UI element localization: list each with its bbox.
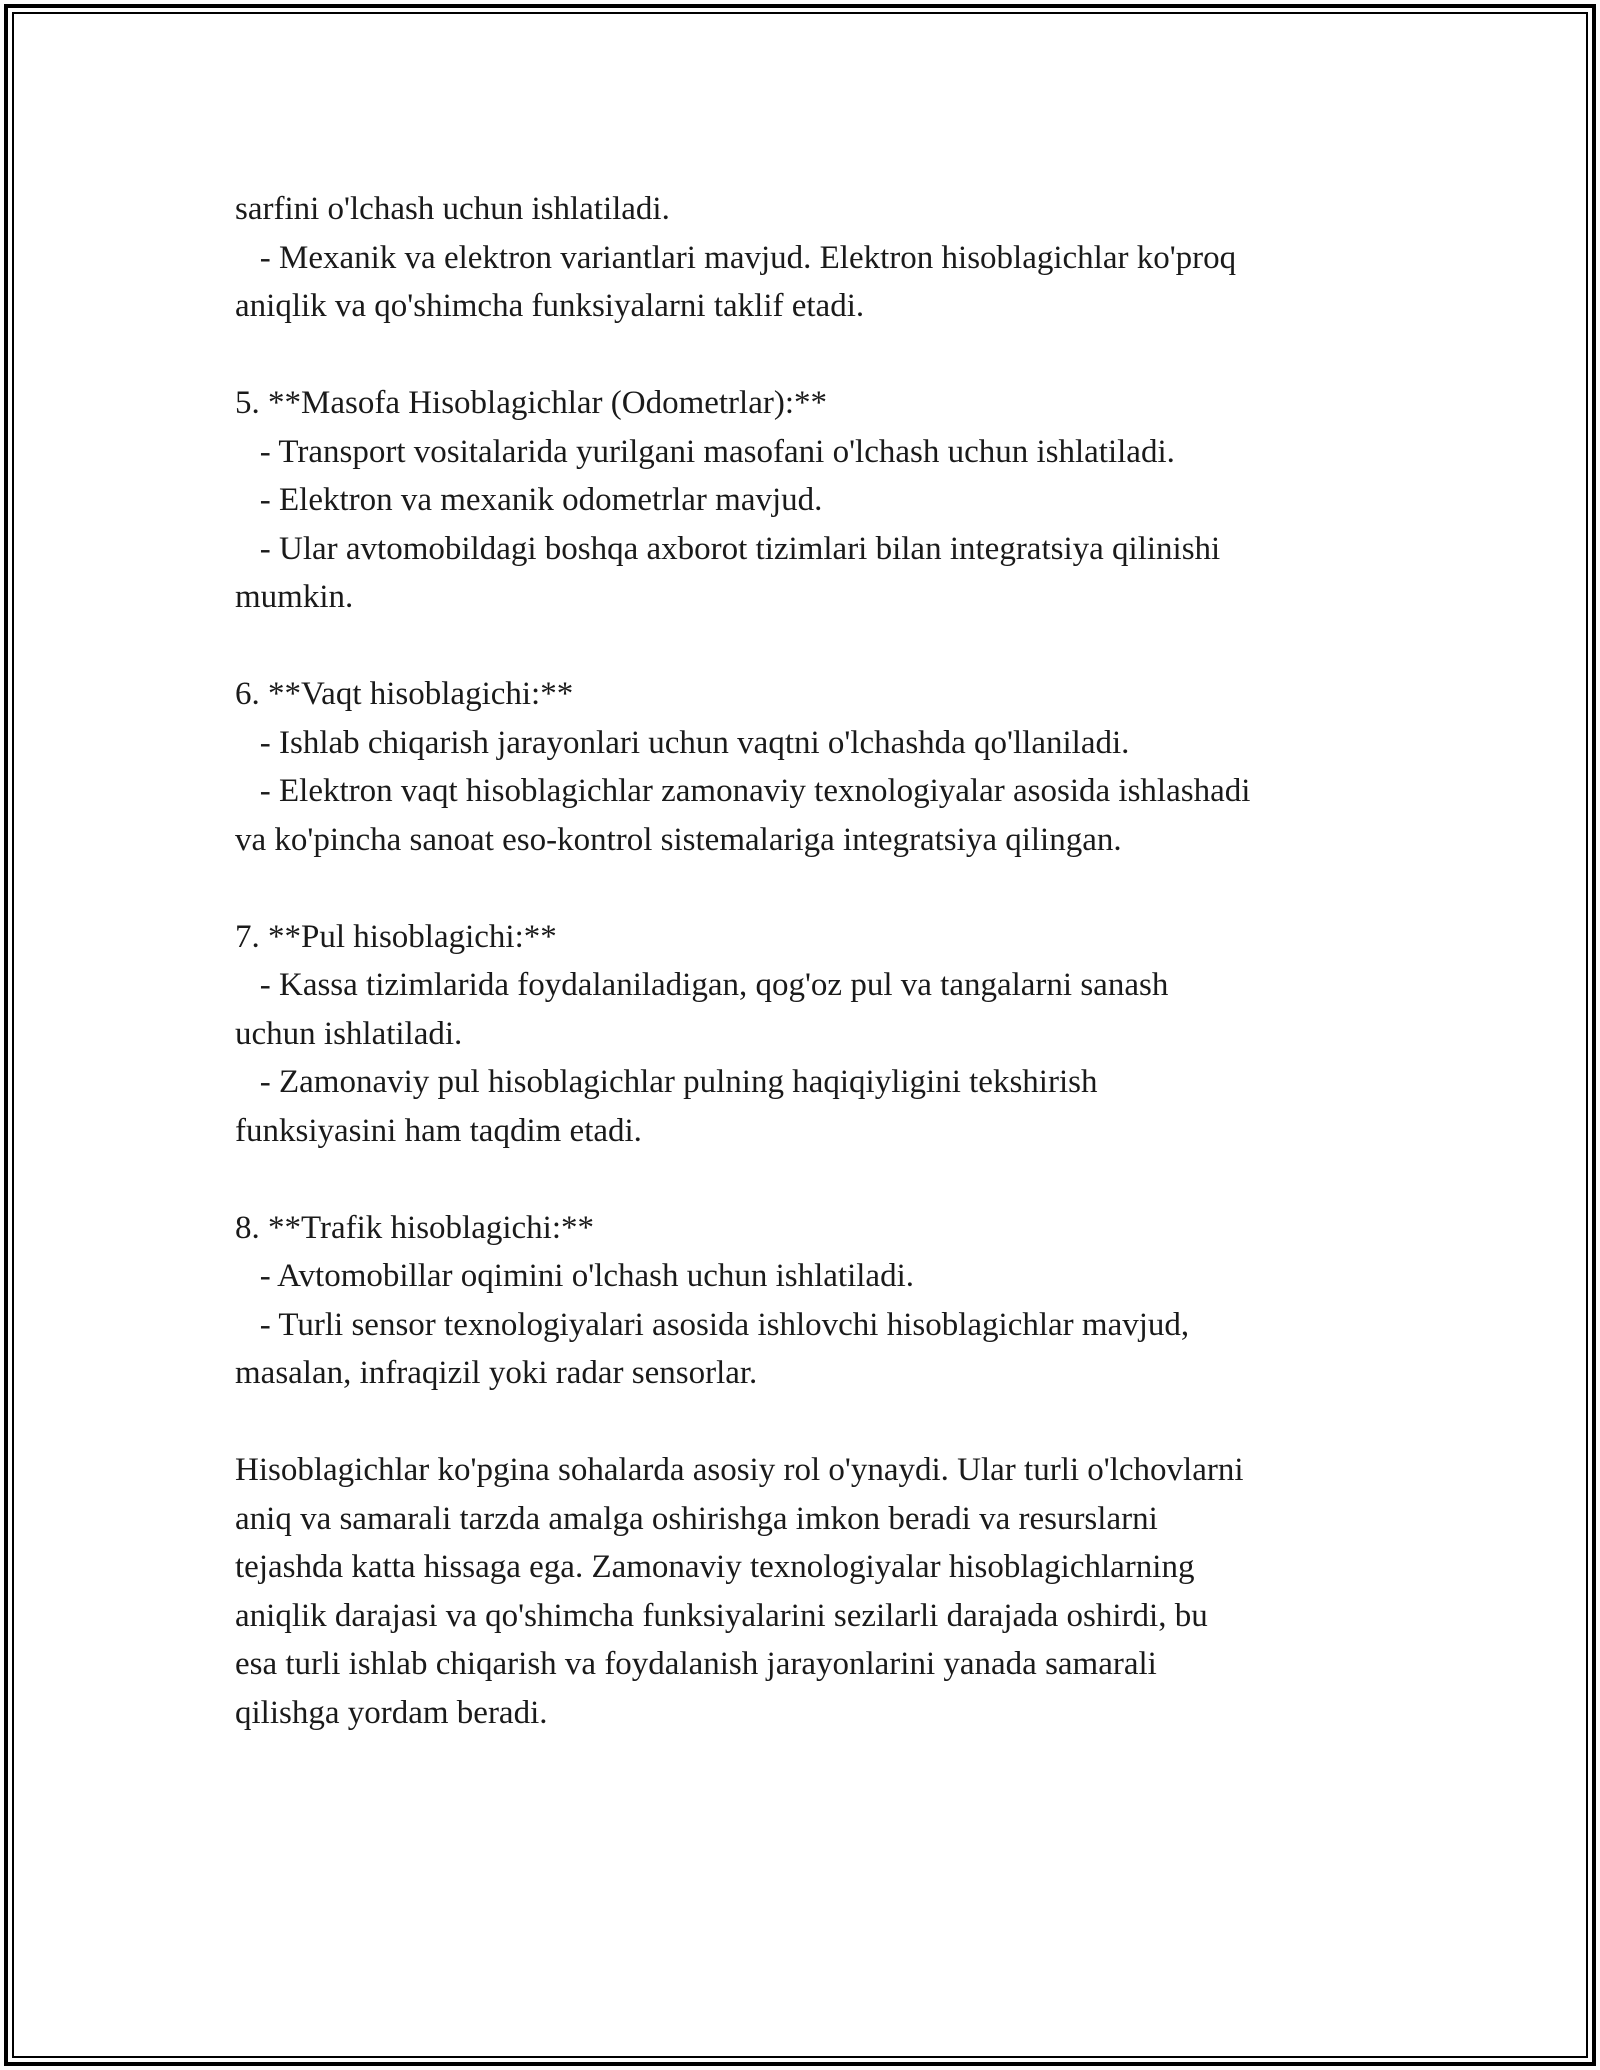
conclusion-line: aniqlik darajasi va qo'shimcha funksiyalarini sezilarli darajada oshirdi, bu: [235, 1597, 1208, 1634]
text-line: masalan, infraqizil yoki radar sensorlar.: [235, 1355, 758, 1391]
conclusion-line: esa turli ishlab chiqarish va foydalanish jarayonlarini yanada samarali: [235, 1646, 1157, 1682]
text-line: - Zamonaviy pul hisoblagichlar pulning haqiqiyligini tekshirish: [235, 1064, 1098, 1100]
text-line: - Transport vositalarida yurilgani masofani o'lchash uchun ishlatiladi.: [235, 433, 1175, 470]
section-heading: 8. **Trafik hisoblagichi:**: [235, 1209, 595, 1246]
document-body: [235, 185, 1395, 1737]
blank-line: [235, 1155, 1395, 1204]
blank-line: [235, 1398, 1395, 1447]
text-line: - Mexanik va elektron variantlari mavjud. Elektron hisoblagichlar ko'proq: [235, 239, 1237, 276]
text-line: - Elektron vaqt hisoblagichlar zamonaviy texnologiyalar asosida ishlashadi: [235, 773, 1251, 809]
blank-line: [235, 622, 1395, 671]
section-heading: 5. **Masofa Hisoblagichlar (Odometrlar):**: [235, 385, 828, 421]
text-line: - Avtomobillar oqimini o'lchash uchun ishlatiladi.: [235, 1258, 914, 1294]
text-line: funksiyasini ham taqdim etadi.: [235, 1112, 642, 1149]
text-line: - Turli sensor texnologiyalari asosida ishlovchi hisoblagichlar mavjud,: [235, 1306, 1190, 1343]
section-heading: 7. **Pul hisoblagichi:**: [235, 918, 557, 955]
text-line: - Kassa tizimlarida foydalaniladigan, qog'oz pul va tangalarni sanash: [235, 967, 1169, 1003]
conclusion-line: tejashda katta hissaga ega. Zamonaviy texnologiyalar hisoblagichlarning: [235, 1549, 1195, 1585]
conclusion-line: Hisoblagichlar ko'pgina sohalarda asosiy rol o'ynaydi. Ular turli o'lchovlarni: [235, 1452, 1244, 1488]
blank-line: [235, 864, 1395, 913]
text-line: aniqlik va qo'shimcha funksiyalarni taklif etadi.: [235, 288, 865, 324]
text-line: - Elektron va mexanik odometrlar mavjud.: [235, 482, 823, 518]
conclusion-line: qilishga yordam beradi.: [235, 1694, 548, 1731]
text-line: - Ishlab chiqarish jarayonlari uchun vaqtni o'lchashda qo'llaniladi.: [235, 724, 1130, 761]
text-line: mumkin.: [235, 579, 354, 615]
text-line: - Ular avtomobildagi boshqa axborot tizimlari bilan integratsiya qilinishi: [235, 530, 1221, 567]
section-heading: 6. **Vaqt hisoblagichi:**: [235, 676, 574, 712]
blank-line: [235, 331, 1395, 380]
text-line: va ko'pincha sanoat eso-kontrol sistemalariga integratsiya qilingan.: [235, 821, 1122, 858]
text-line: uchun ishlatiladi.: [235, 1015, 463, 1052]
conclusion-line: aniq va samarali tarzda amalga oshirishga imkon beradi va resurslarni: [235, 1500, 1158, 1537]
text-line: sarfini o'lchash uchun ishlatiladi.: [235, 191, 670, 227]
